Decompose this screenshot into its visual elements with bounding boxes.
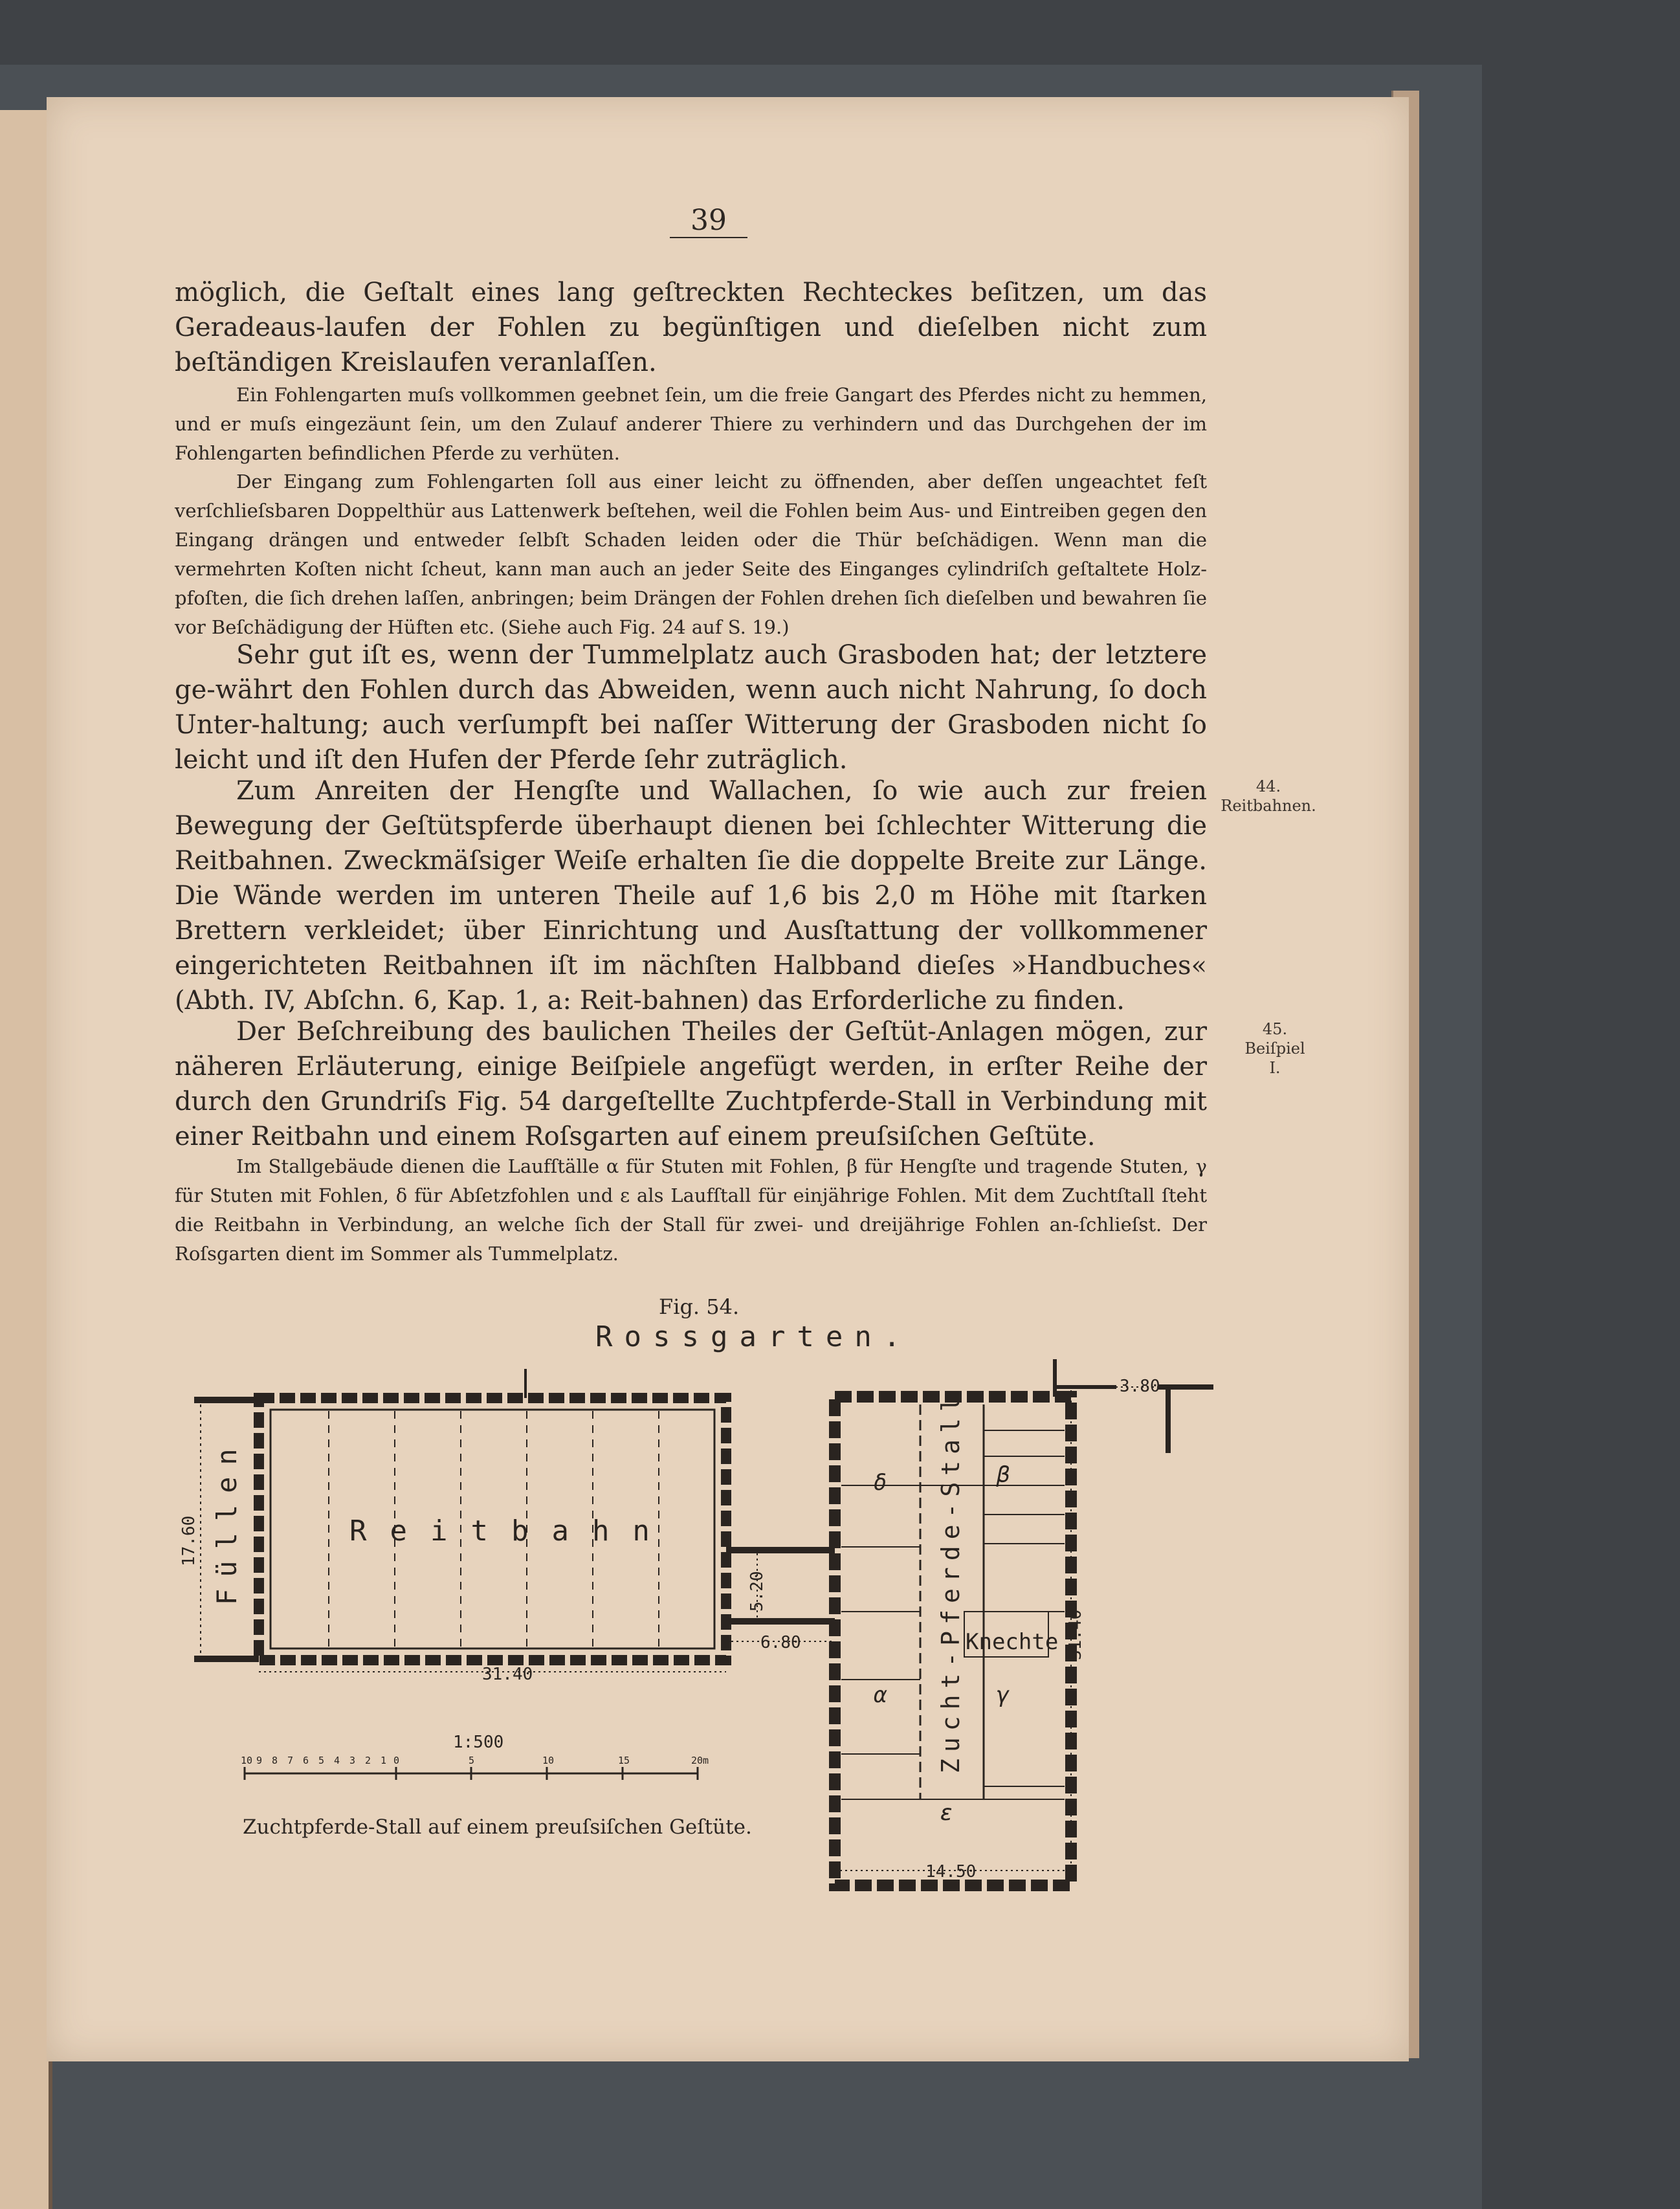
scale-tick-20m: 20m: [691, 1755, 709, 1766]
scale-tick-3: 3: [349, 1755, 356, 1766]
stall-gamma: γ: [997, 1682, 1010, 1708]
dim-5-20: 5.20: [747, 1571, 767, 1612]
margin-note-45-number: 45.: [1262, 1020, 1288, 1038]
page-number: 39: [670, 204, 747, 238]
scale-tick-5b: 5: [469, 1755, 475, 1766]
dim-6-80: 6.80: [760, 1633, 801, 1652]
paragraph-3-text: Der Eingang zum Fohlengarten ſoll aus einer leicht zu öffnenden, aber deſſen ungeachtet feſt verſchlieſsbaren Doppelthür aus Lattenwerk beſtehen, weil die Fohlen beim Aus- und Eintreiben gegen den Eingang drängen und entweder ſelbſt Schaden leiden oder die Thür beſchädigen. Wenn man die vermehrten Koſten nicht ſcheut, kann man auch an jeder Seite des Einganges cylindriſch geſtaltete Holz-pfoſten, die ſich drehen laſſen, anbringen; beim Drängen der Fohlen drehen ſich dieſelben und bewahren ſie vor Beſchädigung der Hüften etc. (Siehe auch Fig. 24 auf S. 19.): [175, 471, 1207, 638]
scale-tick-2: 2: [365, 1755, 371, 1766]
figure-heading: Rossgarten.: [595, 1320, 912, 1353]
scale-tick-10: 10: [241, 1755, 253, 1766]
margin-note-45-sub: I.: [1269, 1059, 1281, 1077]
margin-note-44-number: 44.: [1255, 777, 1281, 795]
scale-bar: [245, 1767, 698, 1780]
scale-tick-10b: 10: [542, 1755, 555, 1766]
figure-label: Fig. 54.: [659, 1294, 740, 1319]
scale-tick-8: 8: [272, 1755, 278, 1766]
paragraph-7-text: Im Stallgebäude dienen die Laufſtälle α für Stuten mit Fohlen, β für Hengſte und tragende Stuten, γ für Stuten mit Fohlen, δ für Abſetzfohlen und ε als Laufſtall für einjährige Fohlen. Mit dem Zuchtſtall ſteht die Reitbahn in Verbindung, an welche ſich der Stall für zwei- und dreijährige Fohlen an-ſchlieſst. Der Roſsgarten dient im Sommer als Tummelplatz.: [175, 1155, 1207, 1265]
paragraph-2-text: Ein Fohlengarten muſs vollkommen geebnet ſein, um die freie Gangart des Pferdes nicht zu hemmen, und er muſs eingezäunt ſein, um den Zulauf anderer Thiere zu verhindern und das Durchgehen der im Fohlengarten befindlichen Pferde zu verhüten.: [175, 384, 1207, 464]
scale-tick-1: 1: [381, 1755, 387, 1766]
margin-note-45-label: Beiſpiel: [1244, 1039, 1305, 1058]
scale-tick-0: 0: [393, 1755, 400, 1766]
scale-tick-7: 7: [287, 1755, 294, 1766]
scale-tick-4: 4: [334, 1755, 340, 1766]
scale-label: 1:500: [453, 1733, 504, 1752]
dim-31-40-reitbahn: 31.40: [482, 1665, 533, 1684]
paragraph-5-text: Zum Anreiten der Hengſte und Wallachen, ſo wie auch zur freien Bewegung der Geſtütspferde überhaupt dienen bei ſchlechter Witterung die Reitbahnen. Zweckmäſsiger Weiſe erhalten ſie die doppelte Breite zur Länge. Die Wände werden im unteren Theile auf 1,6 bis 2,0 m Höhe mit ſtarken Brettern verkleidet; über Einrichtung und Ausſtattung der vollkommener eingerichteten Reitbahnen iſt im nächſten Halbband dieſes »Handbuches« (Abth. IV, Abſchn. 6, Kap. 1, a: Reit-bahnen) das Erforderliche zu finden.: [175, 776, 1207, 1016]
scale-tick-15: 15: [618, 1755, 630, 1766]
fuellen-label: Füllen: [211, 1437, 243, 1605]
connecting-corridor: [726, 1550, 835, 1621]
paragraph-1-text: möglich, die Geſtalt eines lang geſtreckten Rechteckes beſitzen, um das Geradeaus-laufen der Fohlen zu begünſtigen und dieſelben nicht zum beſtändigen Kreislaufen veranlaſſen.: [175, 278, 1207, 377]
reitbahn-label: Reitbahn: [349, 1515, 673, 1548]
margin-note-44-label: Reitbahnen.: [1221, 797, 1316, 815]
stall-building: [835, 1359, 1213, 1885]
stall-label: Zucht-Pferde-Stall: [936, 1390, 965, 1773]
figure-caption: Zuchtpferde-Stall auf einem preuſsiſchen Geſtüte.: [243, 1815, 752, 1839]
dim-17-60: 17.60: [179, 1515, 199, 1566]
stall-epsilon: ε: [940, 1800, 953, 1826]
scale-tick-6: 6: [303, 1755, 309, 1766]
dim-3-80: 3.80: [1120, 1377, 1160, 1396]
stall-alpha: α: [874, 1682, 887, 1708]
scale-tick-9: 9: [256, 1755, 263, 1766]
paragraph-4-text: Sehr gut iſt es, wenn der Tummelplatz auch Grasboden hat; der letztere ge-währt den Fohlen durch das Abweiden, wenn auch nicht Nahrung, ſo doch Unter-haltung; auch verſumpft bei naſſer Witterung der Grasboden nicht ſo leicht und iſt den Hufen der Pferde ſehr zuträglich.: [175, 640, 1207, 775]
stall-beta: β: [997, 1462, 1010, 1488]
scale-tick-5a: 5: [318, 1755, 325, 1766]
knechte-label: Knechte: [966, 1629, 1059, 1655]
dim-14-50: 14.50: [925, 1862, 977, 1882]
dim-31-40-stall: 31.40: [1066, 1609, 1085, 1660]
stall-delta: δ: [874, 1470, 887, 1496]
paragraph-6-text: Der Beſchreibung des baulichen Theiles der Geſtüt-Anlagen mögen, zur näheren Erläuterung, einige Beiſpiele angefügt werden, in erſter Reihe der durch den Grundriſs Fig. 54 dargeſtellte Zuchtpferde-Stall in Verbindung mit einer Reitbahn und einem Roſsgarten auf einem preuſsiſchen Geſtüte.: [175, 1017, 1207, 1151]
